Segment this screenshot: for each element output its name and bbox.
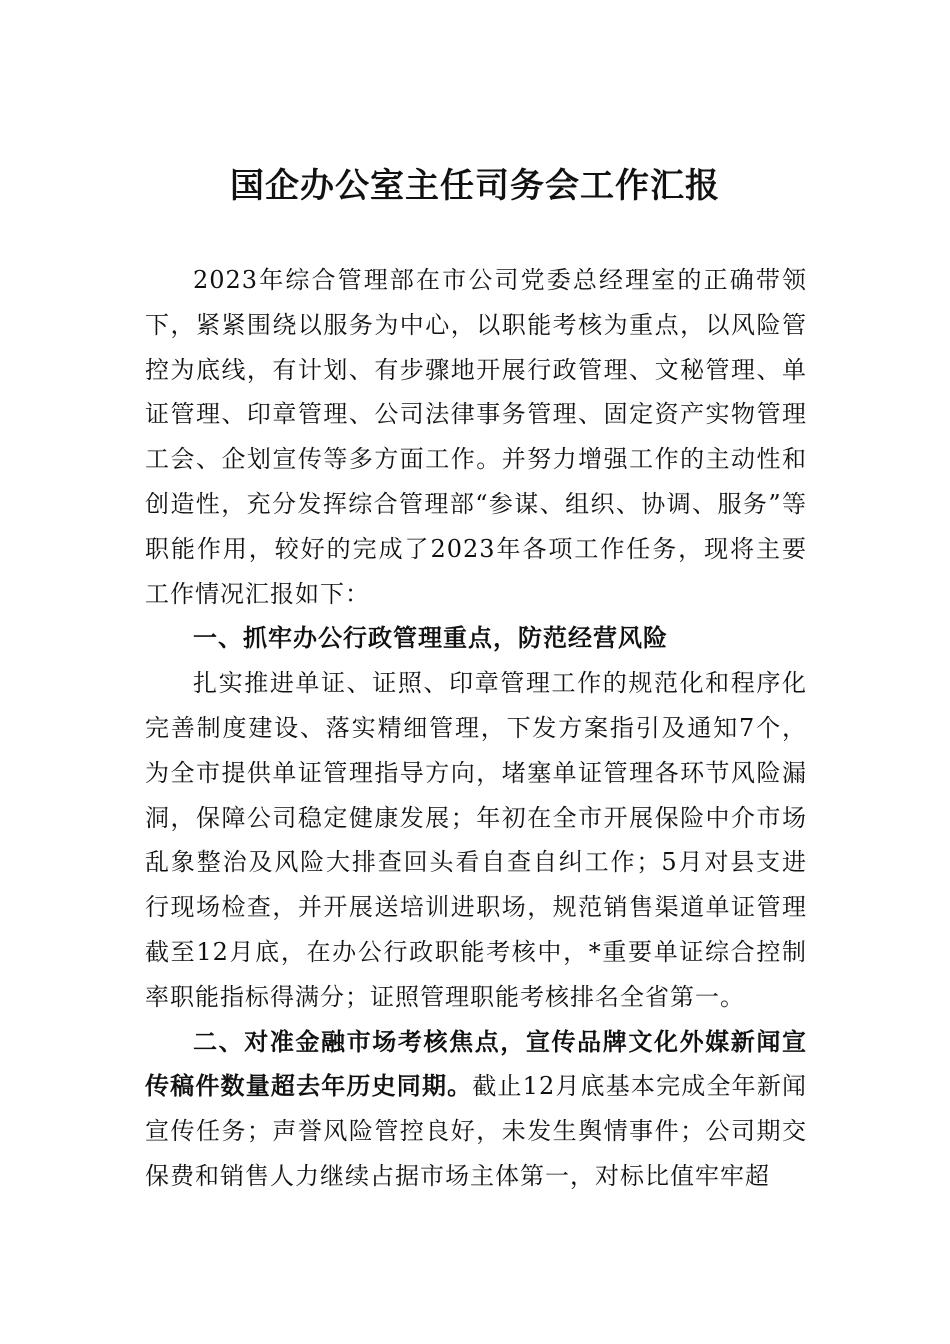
section-2-heading: 二、对准金融市场考核焦点，宣传品牌文化外媒新闻宣传稿件数量超去年历史同期。 [145,1027,807,1101]
intro-paragraph: 2023年综合管理部在市公司党委总经理室的正确带领下，紧紧围绕以服务为中心，以职能考核为重点，以风险管控为底线，有计划、有步骤地开展行政管理、文秘管理、单证管理、印章管理、公司法律事务管理、固定资产实物管理工会、企划宣传等多方面工作。并努力增强工作的主动性和创造性，充分发挥综合管理部“参谋、组织、协调、服务”等职能作用，较好的完成了2023年各项工作任务，现将主要工作情况汇报如下： [145,266,807,608]
document-body [145,258,807,1199]
section-2-paragraph [145,1020,807,1199]
section-1-heading: 一、抓牢办公行政管理重点，防范经营风险 [193,624,668,653]
section-2-body: 截止12月底基本完成全年新闻宣传任务；声誉风险管控良好，未发生舆情事件；公司期交保费和销售人力继续占据市场主体第一，对标比值牢牢超 [145,1072,808,1190]
section-1-paragraph: 扎实推进单证、证照、印章管理工作的规范化和程序化完善制度建设、落实精细管理，下发方案指引及通知7个，为全市提供单证管理指导方向，堵塞单证管理各环节风险漏洞，保障公司稳定健康发展；年初在全市开展保险中介市场乱象整治及风险大排查回头看自查自纠工作；5月对县支进行现场检查，并开展送培训进职场，规范销售渠道单证管理截至12月底，在办公行政职能考核中，*重要单证综合控制率职能指标得满分；证照管理职能考核排名全省第一。 [145,669,807,1011]
document-title: 国企办公室主任司务会工作汇报 [230,166,720,206]
